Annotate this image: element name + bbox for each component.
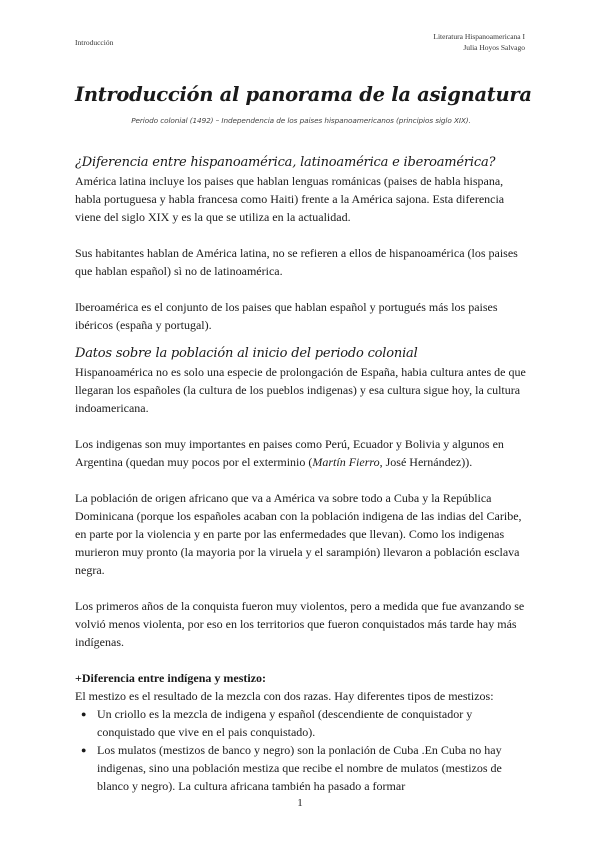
paragraph: La población de origen africano que va a América va sobre todo a Cuba y la República Dominicana (porque los españoles acaban con la población indigena de las indias del Caribe, en parte por la violencia y en parte por las enfermedades que llevan). Como los indigenas murieron muy pronto (la mayoria por la viruela y el sarampión) llevaron a población esclava negra. bbox=[75, 491, 522, 577]
page-title: Introducción al panorama de la asignatura bbox=[75, 83, 532, 106]
page-body bbox=[75, 82, 532, 795]
running-header-right bbox=[433, 31, 525, 53]
running-header-left: Introducción bbox=[75, 38, 114, 47]
paragraph bbox=[75, 435, 527, 471]
paragraph: Sus habitantes hablan de América latina, no se refieren a ellos de hispanoamérica (los paises que hablan español) sì no de latinoamérica. bbox=[75, 246, 518, 278]
subsection-heading: +Diferencia entre indígena y mestizo: bbox=[75, 671, 267, 685]
book-title: Martín Fierro bbox=[312, 455, 380, 469]
author-name: Julia Hoyos Salvago bbox=[463, 43, 525, 52]
paragraph-text: Los indigenas son muy importantes en paises como Perú, Ecuador y Bolivia y algunos en Argentina (quedan muy pocos por el exterminio ( bbox=[75, 437, 504, 469]
page-number: 1 bbox=[297, 797, 303, 809]
list-item: ● Un criollo es la mezcla de indigena y español (descendiente de conquistador y conquistado que vive en el pais conquistado). bbox=[97, 705, 527, 741]
paragraph: Hispanoamérica no es solo una especie de prolongación de España, habia cultura antes de que llegaran los españoles (la cultura de los pueblos indigenas) y esa cultura sigue hoy, la cultura indoamericana. bbox=[75, 365, 526, 415]
paragraph-text: , José Hernández)). bbox=[379, 455, 473, 469]
paragraph: El mestizo es el resultado de la mezcla con dos razas. Hay diferentes tipos de mestizos: bbox=[75, 689, 494, 703]
paragraph: América latina incluye los paises que hablan lenguas románicas (paises de habla hispana, habla portuguesa y habla francesa como Haiti) frente a la América sajona. Esta diferencia viene del siglo XIX y es la que se utiliza en la actualidad. bbox=[75, 174, 505, 224]
paragraph: Los primeros años de la conquista fueron muy violentos, pero a medida que fue avanzando se volvió menos violenta, por eso en los territorios que fueron conquistados más tarde hay más indígenas. bbox=[75, 599, 525, 649]
list-item: ● Los mulatos (mestizos de banco y negro) son la ponlación de Cuba .En Cuba no hay indigenas, sino una población mestiza que recibe el nombre de mulatos (mestizos de blanco y negro). La cultura africana también ha pasado a formar bbox=[97, 741, 527, 795]
course-name: Literatura Hispanoamericana I bbox=[433, 32, 525, 41]
bullet-list bbox=[75, 705, 527, 795]
paragraph: Iberoamérica es el conjunto de los paises que hablan español y portugués más los paises ibéricos (españa y portugal). bbox=[75, 300, 498, 332]
section-heading-diferencia: ¿Diferencia entre hispanoamérica, latinoamérica e iberoamérica? bbox=[75, 155, 496, 170]
section-heading-datos-poblacion: Datos sobre la población al inicio del periodo colonial bbox=[75, 346, 418, 361]
page-subtitle: Periodo colonial (1492) – Independencia de los paises hispanoamericanos (principios siglo XIX). bbox=[131, 116, 471, 125]
